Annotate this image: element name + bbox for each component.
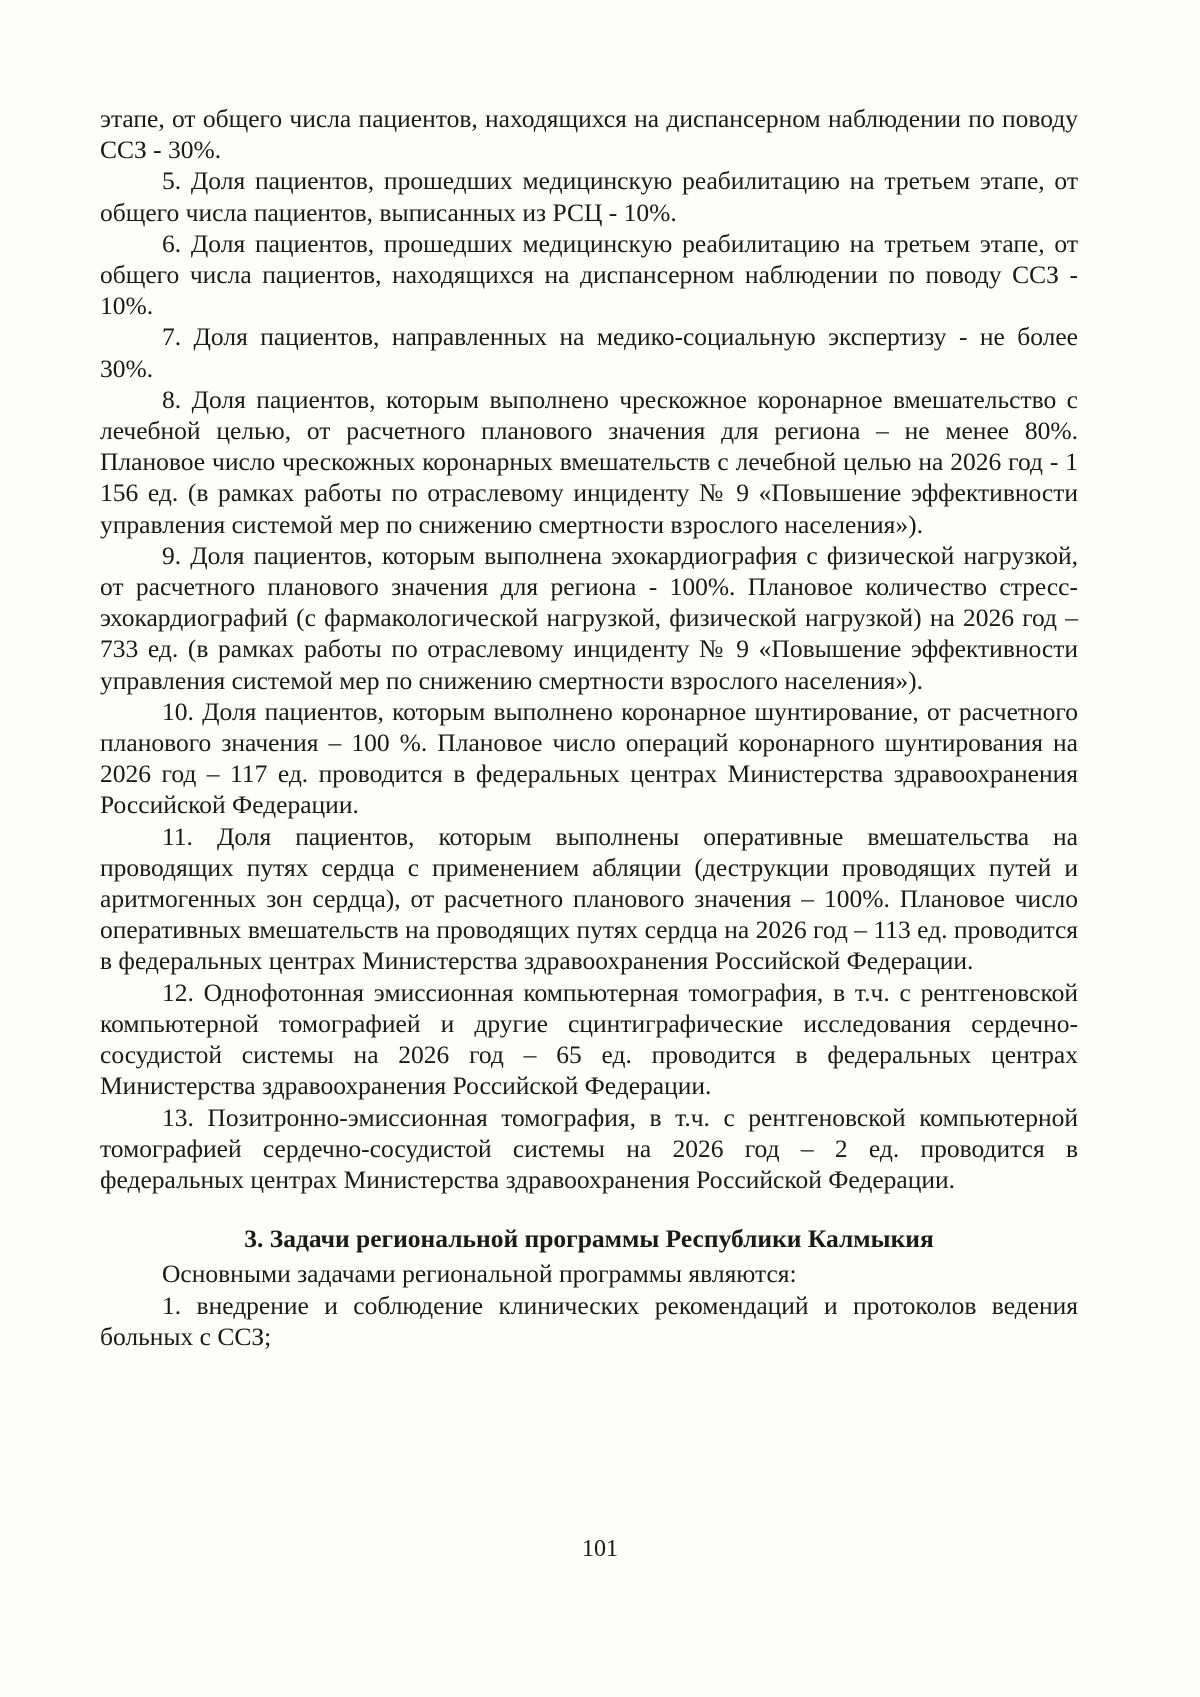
section-heading: 3. Задачи региональной программы Республики Калмыкия — [244, 1224, 934, 1254]
paragraph-item-13: 13. Позитронно-эмиссионная томография, в т.ч. с рентгеновской компьютерной томографией сердечно-сосудистой системы на 2026 год – 2 ед. проводится в федеральных центрах Министерства здравоохранения Российской Федерации. — [100, 1102, 1078, 1194]
paragraph-item-9: 9. Доля пациентов, которым выполнена эхокардиография с физической нагрузкой, от расчетного планового значения для региона - 100%. Плановое количество стресс-эхокардиографий (с фармакологической нагрузкой, физической нагрузкой) на 2026 год – 733 ед. (в рамках работы по отраслевому инциденту № 9 «Повышение эффективности управления системой мер по снижению смертности взрослого населения»). — [100, 540, 1078, 695]
paragraph-item-5: 5. Доля пациентов, прошедших медицинскую реабилитацию на третьем этапе, от общего числа пациентов, выписанных из РСЦ - 10%. — [100, 166, 1078, 227]
paragraph-item-8: 8. Доля пациентов, которым выполнено чрескожное коронарное вмешательство с лечебной целью, от расчетного планового значения для региона – не менее 80%. Плановое число чрескожных коронарных вмешательств с лечебной целью на 2026 год - 1 156 ед. (в рамках работы по отраслевому инциденту № 9 «Повышение эффективности управления системой мер по снижению смертности взрослого населения»). — [100, 384, 1078, 539]
document-body — [100, 103, 1078, 1352]
page-number: 101 — [582, 1536, 618, 1562]
paragraph-item-6: 6. Доля пациентов, прошедших медицинскую реабилитацию на третьем этапе, от общего числа пациентов, находящихся на диспансерном наблюдении по поводу ССЗ - 10%. — [100, 228, 1078, 321]
section-intro: Основными задачами региональной программы являются: — [162, 1259, 797, 1289]
paragraph-continuation: этапе, от общего числа пациентов, находящихся на диспансерном наблюдении по поводу ССЗ - 30%. — [100, 104, 1078, 165]
paragraph-item-12: 12. Однофотонная эмиссионная компьютерная томография, в т.ч. с рентгеновской компьютерной томографией и другие сцинтиграфические исследования сердечно-сосудистой системы на 2026 год – 65 ед. проводится в федеральных центрах Министерства здравоохранения Российской Федерации. — [100, 977, 1078, 1101]
section-task-1: 1. внедрение и соблюдение клинических рекомендаций и протоколов ведения больных с ССЗ; — [100, 1290, 1078, 1351]
paragraph-item-11: 11. Доля пациентов, которым выполнены оперативные вмешательства на проводящих путях сердца с применением абляции (деструкции проводящих путей и аритмогенных зон сердца), от расчетного планового значения – 100%. Плановое число оперативных вмешательств на проводящих путях сердца на 2026 год – 113 ед. проводится в федеральных центрах Министерства здравоохранения Российской Федерации. — [100, 821, 1078, 976]
paragraph-item-7: 7. Доля пациентов, направленных на медико-социальную экспертизу - не более 30%. — [100, 322, 1078, 383]
paragraph-item-10: 10. Доля пациентов, которым выполнено коронарное шунтирование, от расчетного планового значения – 100 %. Плановое число операций коронарного шунтирования на 2026 год – 117 ед. проводится в федеральных центрах Министерства здравоохранения Российской Федерации. — [100, 696, 1078, 820]
